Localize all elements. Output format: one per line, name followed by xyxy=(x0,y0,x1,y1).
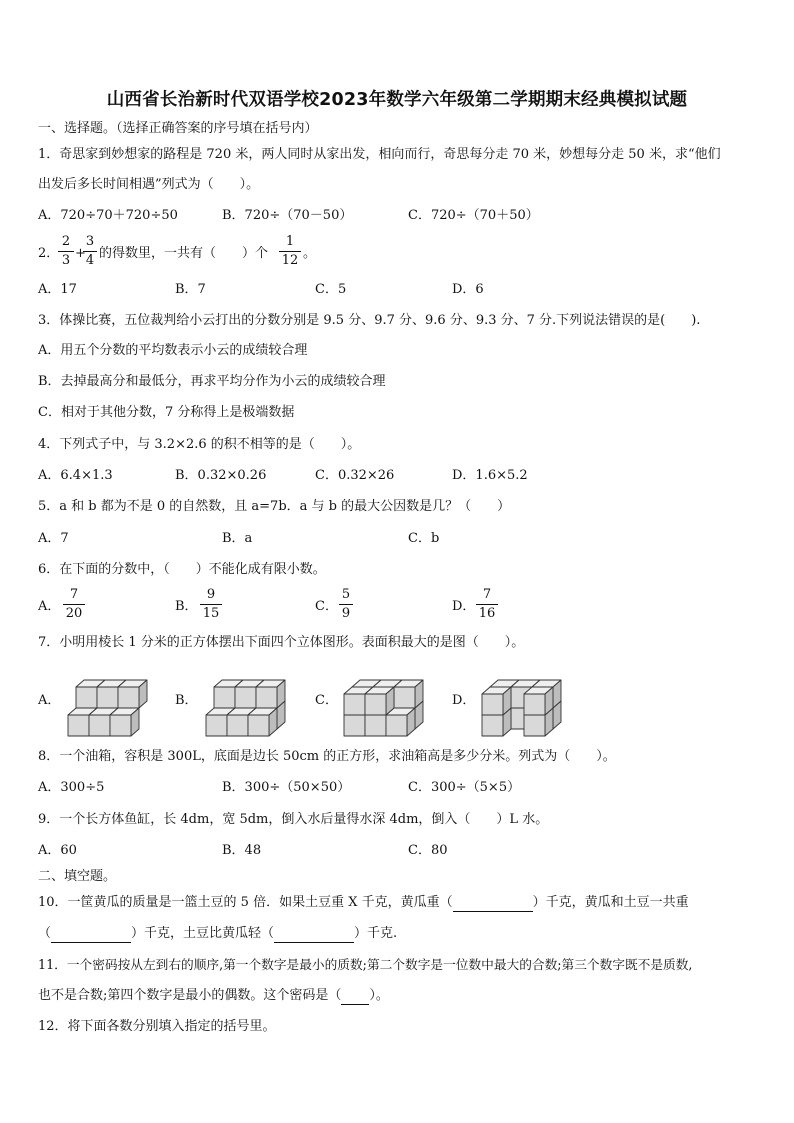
q4-option-a: A．6.4×1.3 xyxy=(38,468,113,483)
q6-fraction-d-numerator: 7 xyxy=(482,587,492,602)
q1-option-a: A．720÷70＋720÷50 xyxy=(38,208,178,223)
q2-plus-sign: + xyxy=(75,246,86,261)
q7-figure-c xyxy=(342,667,430,741)
q6-fraction-d xyxy=(476,587,498,622)
q6-fraction-a xyxy=(63,587,85,622)
q6-label-c: C． xyxy=(315,599,338,614)
q1-option-c: C．720÷（70＋50） xyxy=(408,208,539,223)
q7-label-d: D． xyxy=(452,693,476,708)
q2-option-c: C．5 xyxy=(315,282,347,297)
q2-fraction-1-numerator: 2 xyxy=(61,234,71,249)
q2-suffix: 。 xyxy=(303,246,317,261)
q7-label-a: A． xyxy=(38,693,61,708)
q2-option-d: D．6 xyxy=(452,282,484,297)
q4-option-b: B．0.32×0.26 xyxy=(175,468,267,483)
q4-stem: 4．下列式子中，与 3.2×2.6 的积不相等的是（ ）。 xyxy=(38,437,361,452)
q3-stem: 3．体操比赛，五位裁判给小云打出的分数分别是 9.5 分、9.7 分、9.6 分、9.3 分、7 分.下列说法错误的是( ). xyxy=(38,313,701,328)
fraction-bar xyxy=(339,604,353,605)
q5-option-a: A．7 xyxy=(38,531,69,546)
q5-option-c: C．b xyxy=(408,531,440,546)
q2-fraction-3-denominator: 12 xyxy=(281,253,299,268)
q1-stem-line1: 1．奇思家到妙想家的路程是 720 米，两人同时从家出发，相向而行，奇思每分走 70 米，妙想每分走 50 米，求“他们 xyxy=(38,147,721,162)
q7-stem: 7．小明用棱长 1 分米的正方体摆出下面四个立体图形。表面积最大的是图（ ）。 xyxy=(38,635,525,650)
q6-label-d: D． xyxy=(452,599,476,614)
q2-fraction-1-denominator: 3 xyxy=(61,253,71,268)
q10-text-2: ）千克，黄瓜和土豆一共重 xyxy=(532,895,689,910)
q11-line2 xyxy=(38,987,389,1005)
q7-figure-b xyxy=(204,667,292,741)
q7-figure-a xyxy=(66,667,154,741)
q6-fraction-b-numerator: 9 xyxy=(206,587,216,602)
q6-fraction-d-denominator: 16 xyxy=(478,606,496,621)
q6-fraction-b xyxy=(200,587,222,622)
q6-fraction-b-denominator: 15 xyxy=(202,606,220,621)
fraction-bar xyxy=(63,604,85,605)
q7-figure-d xyxy=(480,667,568,741)
q6-stem: 6．在下面的分数中，（ ）不能化成有限小数。 xyxy=(38,562,326,577)
q6-fraction-c-numerator: 5 xyxy=(341,587,351,602)
q8-option-b: B．300÷（50×50） xyxy=(222,780,351,795)
fraction-bar xyxy=(279,251,301,252)
q10-line2 xyxy=(38,925,397,943)
section-heading-fill: 二、填空题。 xyxy=(38,869,117,884)
q10-blank-3[interactable] xyxy=(274,928,354,943)
q12-stem: 12．将下面各数分别填入指定的括号里。 xyxy=(38,1019,276,1034)
q2-middle-text: 的得数里，一共有（ ）个 xyxy=(99,246,269,261)
q7-label-c: C． xyxy=(315,693,338,708)
q9-option-c: C．80 xyxy=(408,843,448,858)
q6-fraction-c-denominator: 9 xyxy=(341,606,351,621)
q3-option-b: B．去掉最高分和最低分，再求平均分作为小云的成绩较合理 xyxy=(38,374,386,389)
q8-option-c: C．300÷（5×5） xyxy=(408,780,521,795)
q2-fraction-1 xyxy=(58,234,74,269)
q2-option-a: A．17 xyxy=(38,282,77,297)
q2-fraction-2-numerator: 3 xyxy=(85,234,95,249)
q11-line1: 11．一个密码按从左到右的顺序,第一个数字是最小的质数;第二个数字是一位数中最大的合数;第三个数字既不是质数, xyxy=(38,957,693,972)
q6-fraction-c xyxy=(339,587,353,622)
q2-fraction-2 xyxy=(83,234,97,269)
q1-stem-line2: 出发后多长时间相遇”列式为（ ）。 xyxy=(38,177,260,192)
q9-option-b: B．48 xyxy=(222,843,262,858)
q5-option-b: B．a xyxy=(222,531,253,546)
q10-line1 xyxy=(38,894,689,912)
section-heading-choice: 一、选择题。（选择正确答案的序号填在括号内） xyxy=(38,121,318,136)
q10-text-4: ）千克，土豆比黄瓜轻（ xyxy=(131,926,275,941)
q8-stem: 8．一个油箱，容积是 300L，底面是边长 50cm 的正方形，求油箱高是多少分米。列式为（ ）。 xyxy=(38,749,616,764)
q10-text-1: 10．一筐黄瓜的质量是一篮土豆的 5 倍．如果土豆重 X 千克，黄瓜重（ xyxy=(38,895,453,910)
q6-label-a: A． xyxy=(38,599,61,614)
q4-option-c: C．0.32×26 xyxy=(315,468,395,483)
q2-option-b: B．7 xyxy=(175,282,206,297)
q9-option-a: A．60 xyxy=(38,843,77,858)
q4-option-d: D．1.6×5.2 xyxy=(452,468,528,483)
q1-option-b: B．720÷（70－50） xyxy=(222,208,353,223)
fraction-bar xyxy=(200,604,222,605)
q11-text-1: 也不是合数;第四个数字是最小的偶数。这个密码是（ xyxy=(38,988,342,1003)
q2-fraction-3 xyxy=(279,234,301,269)
q10-text-3: （ xyxy=(38,926,52,941)
q10-text-5: ）千克. xyxy=(354,926,398,941)
q3-option-a: A．用五个分数的平均数表示小云的成绩较合理 xyxy=(38,343,308,358)
q2-fraction-2-denominator: 4 xyxy=(85,253,95,268)
q6-fraction-a-numerator: 7 xyxy=(69,587,79,602)
q2-prefix: 2． xyxy=(38,246,60,261)
q10-blank-1[interactable] xyxy=(453,897,533,912)
q2-fraction-3-numerator: 1 xyxy=(285,234,295,249)
page-title: 山西省长治新时代双语学校2023年数学六年级第二学期期末经典模拟试题 xyxy=(106,90,688,110)
fraction-bar xyxy=(83,251,97,252)
q3-option-c: C．相对于其他分数，7 分称得上是极端数据 xyxy=(38,405,295,420)
q7-label-b: B． xyxy=(175,693,198,708)
q11-blank[interactable] xyxy=(341,990,369,1005)
fraction-bar xyxy=(58,251,74,252)
fraction-bar xyxy=(476,604,498,605)
q8-option-a: A．300÷5 xyxy=(38,780,105,795)
q10-blank-2[interactable] xyxy=(51,928,131,943)
q6-label-b: B． xyxy=(175,599,198,614)
q6-fraction-a-denominator: 20 xyxy=(65,606,83,621)
q9-stem: 9．一个长方体鱼缸，长 4dm，宽 5dm，倒入水后量得水深 4dm，倒入（ ）L 水。 xyxy=(38,812,549,827)
q11-text-2: ）。 xyxy=(369,988,389,1003)
q5-stem: 5．a 和 b 都为不是 0 的自然数，且 a=7b．a 与 b 的最大公因数是几？（ ） xyxy=(38,499,511,514)
